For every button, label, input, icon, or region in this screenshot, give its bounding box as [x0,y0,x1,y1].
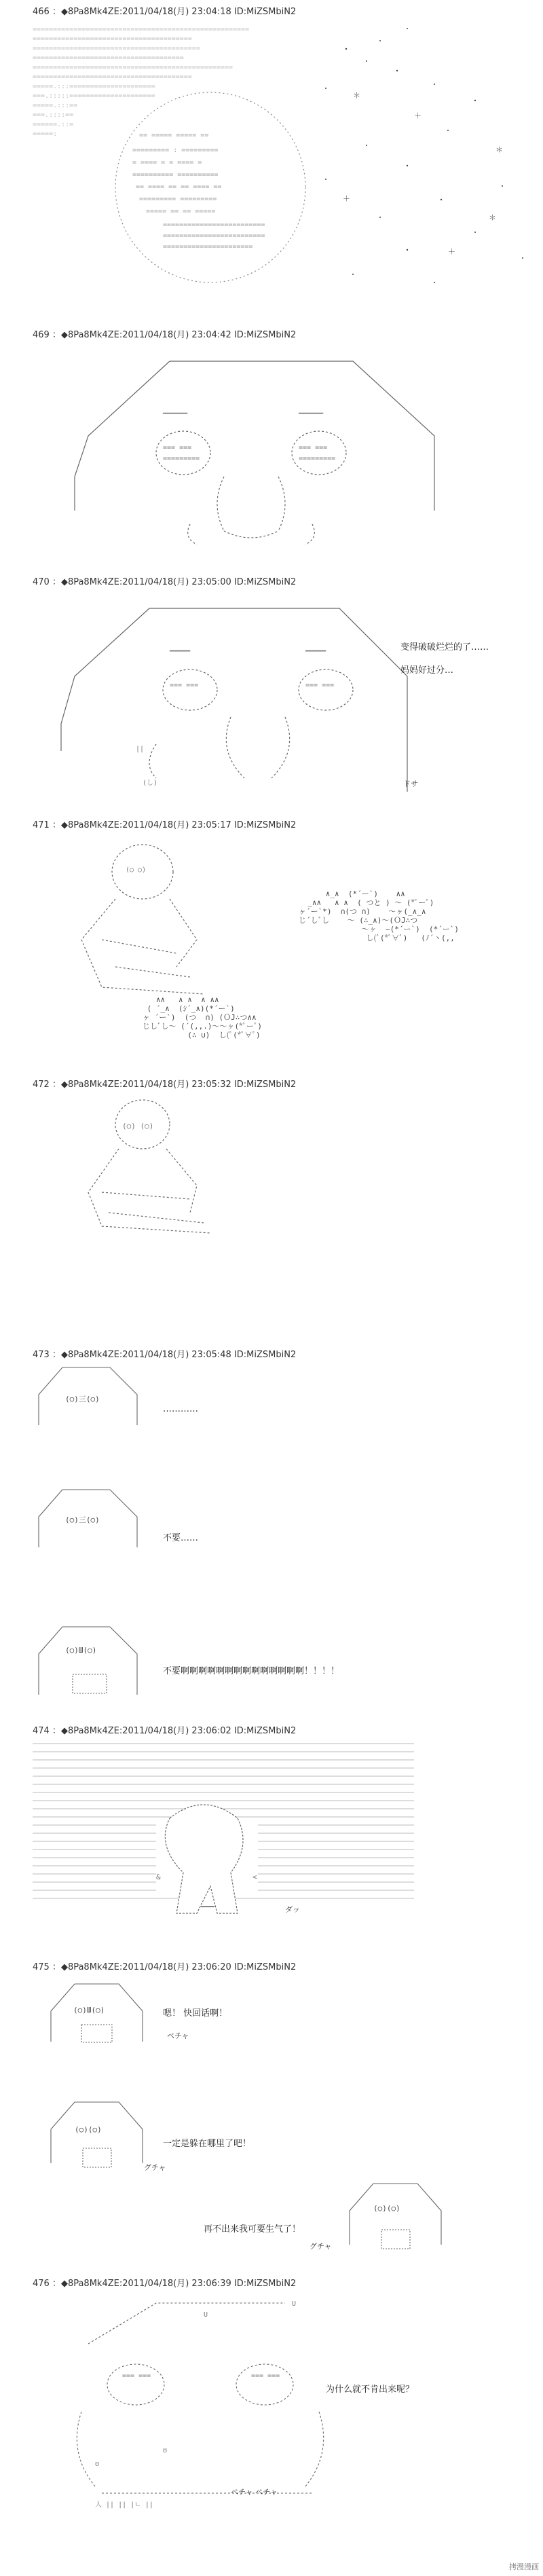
svg-text:ʊ: ʊ [163,2447,168,2454]
post-header: 476 ：◆8Pa8Mk4ZE:2011/04/18(月) 23:06:39 ID:MiZSMbiN2 [33,2279,297,2289]
caption-mama-cruel: 妈妈好过分… [400,665,454,676]
ascii-art-running-figure [0,1737,543,1954]
svg-text:=========================: ========================= [163,232,265,240]
caption-answer-me: 嗯！ 快回话啊！ [163,2008,228,2019]
post-header: 473 ：◆8Pa8Mk4ZE:2011/04/18(月) 23:05:48 ID:MiZSMbiN2 [33,1350,297,1360]
ascii-art-small-face-3 [35,1620,144,1701]
svg-text:==============================: ===================================================== [33,26,250,33]
ascii-art-small-face-6 [346,2177,448,2258]
post-472 [0,1077,543,1301]
post-466 [0,0,543,319]
svg-text:<: < [252,1873,257,1881]
svg-text:＊: ＊ [353,91,360,100]
svg-text:=====.:::=====================: =====.:::===================== [33,83,155,90]
svg-text:========== ==========: ========== ========== [132,171,219,179]
svg-text:== ==== == == ==== ==: == ==== == == ==== == [136,183,222,191]
svg-text:(○ ○): (○ ○) [126,866,147,874]
svg-text:=====.:::==: =====.:::== [33,102,78,109]
svg-text:━━━━━━: ━━━━━━ [163,410,188,418]
svg-text:＊: ＊ [489,213,496,222]
svg-text:=== ===: === === [299,444,328,452]
face-label-6: (○)(○) [373,2204,400,2213]
svg-text:━━━━━: ━━━━━ [170,648,191,655]
face-label-4: (○)Ш(○) [73,2006,105,2014]
post-471 [0,817,543,1069]
ascii-art-small-face-5 [48,2095,149,2177]
svg-text:&: & [156,1873,161,1881]
svg-text:=== ===: === === [122,2372,151,2380]
caption-why-not-come-out: 为什么就不肯出来呢？ [326,2385,415,2395]
svg-text:=====:: =====: [33,130,58,138]
svg-text:===.::::==: ===.::::== [33,111,74,119]
svg-text:━━━: ━━━ [201,1902,214,1911]
post-header: 470 ：◆8Pa8Mk4ZE:2011/04/18(月) 23:05:00 ID:MiZSMbiN2 [33,577,297,587]
svg-text:＋: ＋ [343,194,350,203]
face-label-1: (○)三(○) [65,1395,100,1403]
svg-text:U: U [204,2311,208,2319]
sfx-thud: ドサ [403,779,418,788]
svg-text:==============================: ======================================= [33,73,192,81]
post-473 [0,1347,543,1714]
ascii-art-face-bottom [0,2289,543,2575]
post-header: 472 ：◆8Pa8Mk4ZE:2011/04/18(月) 23:05:32 ID:MiZSMbiN2 [33,1080,297,1090]
svg-text:(○) (○): (○) (○) [122,1122,154,1130]
post-476 [0,2276,543,2575]
svg-text:＊: ＊ [495,145,503,154]
svg-text:======================: ====================== [163,243,253,251]
svg-text:||: || [136,746,145,753]
svg-text:==============================: ======================================= [33,35,192,43]
sfx-dash: ダッ [285,1905,300,1914]
svg-text:＋: ＋ [414,111,422,120]
svg-text:(し): (し) [143,779,158,787]
svg-text:= ==== = = ==== =: = ==== = = ==== = [132,159,202,166]
sfx-squish-1: ペチャ [167,2031,189,2040]
svg-text:=== ===: === === [305,682,335,689]
face-label-2: (○)三(○) [65,1515,100,1524]
sfx-splat-1: グチャ [144,2163,166,2172]
kaomoji-crowd-left: ∧∧ ∧ ∧ ∧ ∧∧ ( ´_∧ (ｼ´_∧)(*´ー`) ヶ ´ー`) (つ ∩) (ＯJ∴つ∧∧ じしﾞし～ (´(,,.)～～ヶ(*ﾟーﾟ) (∴ ∪) し(ﾟ(*ﾟ∀ﾟ) [143,995,262,1039]
svg-text:━━━━━: ━━━━━ [305,648,326,655]
post-header: 466 ：◆8Pa8Mk4ZE:2011/04/18(月) 23:04:18 ID:MiZSMbiN2 [33,7,297,17]
ascii-art-sitting-figure [0,831,285,1021]
svg-text:=== ===: === === [251,2372,280,2380]
caption-tattered: 变得破破烂烂的了…… [400,642,489,652]
svg-text:== ===== ===== ==: == ===== ===== == [139,132,209,139]
post-474 [0,1723,543,1954]
svg-text:=== ===: === === [170,682,199,689]
svg-text:===== == == =====: ===== == == ===== [146,208,216,215]
post-header: 469 ：◆8Pa8Mk4ZE:2011/04/18(月) 23:04:42 ID:MiZSMbiN2 [33,330,297,340]
ascii-art-hugging-knees [0,1090,285,1267]
svg-text:======.::=: ======.::= [33,121,74,128]
post-header: 474 ：◆8Pa8Mk4ZE:2011/04/18(月) 23:06:02 ID:MiZSMbiN2 [33,1726,297,1736]
sfx-splat-2: グチャ [310,2242,332,2251]
post-469 [0,327,543,572]
svg-text:===.:::::=====================: ===.:::::===================== [33,92,155,100]
svg-text:=========: ========= [163,455,200,462]
svg-text:U: U [292,2300,297,2308]
face-label-3: (○)Ш(○) [65,1646,97,1655]
ascii-art-face-drooping [0,588,543,812]
watermark: 拷漫漫画 [509,2562,539,2571]
sfx-squish-2: ペチャ ペチャ [231,2488,278,2497]
post-475 [0,1959,543,2272]
svg-text:人 || || |ㄴ ||: 人 || || |ㄴ || [95,2501,153,2509]
ascii-art-small-face-4 [48,1977,149,2052]
svg-text:==============================: ================================================= [33,64,233,71]
post-header: 471 ：◆8Pa8Mk4ZE:2011/04/18(月) 23:05:17 ID:MiZSMbiN2 [33,820,297,830]
svg-text:========= : =========: ========= : ========= [132,147,219,154]
svg-text:＋: ＋ [448,247,455,256]
svg-text:ʊ: ʊ [95,2461,100,2468]
svg-text:==============================: ========================================= [33,45,200,52]
svg-text:=== ===: === === [163,444,192,452]
caption-scream: 不要啊啊啊啊啊啊啊啊啊啊啊啊啊啊！！！！ [163,1666,340,1676]
caption-hiding: 一定是躲在哪里了吧！ [163,2139,252,2149]
ascii-art-face-large [0,341,543,565]
svg-text:=========================: ========================= [163,221,265,229]
face-label-5: (○)(○) [75,2125,102,2134]
svg-text:==============================: ===================================== [33,54,184,62]
caption-dont: 不要…… [163,1533,199,1543]
kaomoji-crowd-right: ∧_∧ (*´ー`) ∧∧ _∧∧ ∧ ∧ ( つと ) ～ (*ﾟーﾟ) ヶ´ー`*) ∩(つ ∩) ～ヶ(_∧_∧ じ´しﾞし ～ (∴_∧)～(ＯJ∴つ ～ヶ ~(*´ー`) (*´ー`) し(ﾟ(*ﾟ∀ﾟ) (ﾉ´ヽ(,, [299,889,460,942]
caption-ellipsis: ………… [163,1404,198,1414]
ascii-art-moon [0,16,543,329]
svg-text:━━━━━━: ━━━━━━ [299,410,324,418]
svg-text:========= =========: ========= ========= [139,196,217,203]
svg-text:=========: ========= [299,455,336,462]
caption-angry: 再不出来我可要生气了！ [204,2224,301,2234]
post-header: 475 ：◆8Pa8Mk4ZE:2011/04/18(月) 23:06:20 ID:MiZSMbiN2 [33,1962,297,1972]
post-470 [0,574,543,812]
